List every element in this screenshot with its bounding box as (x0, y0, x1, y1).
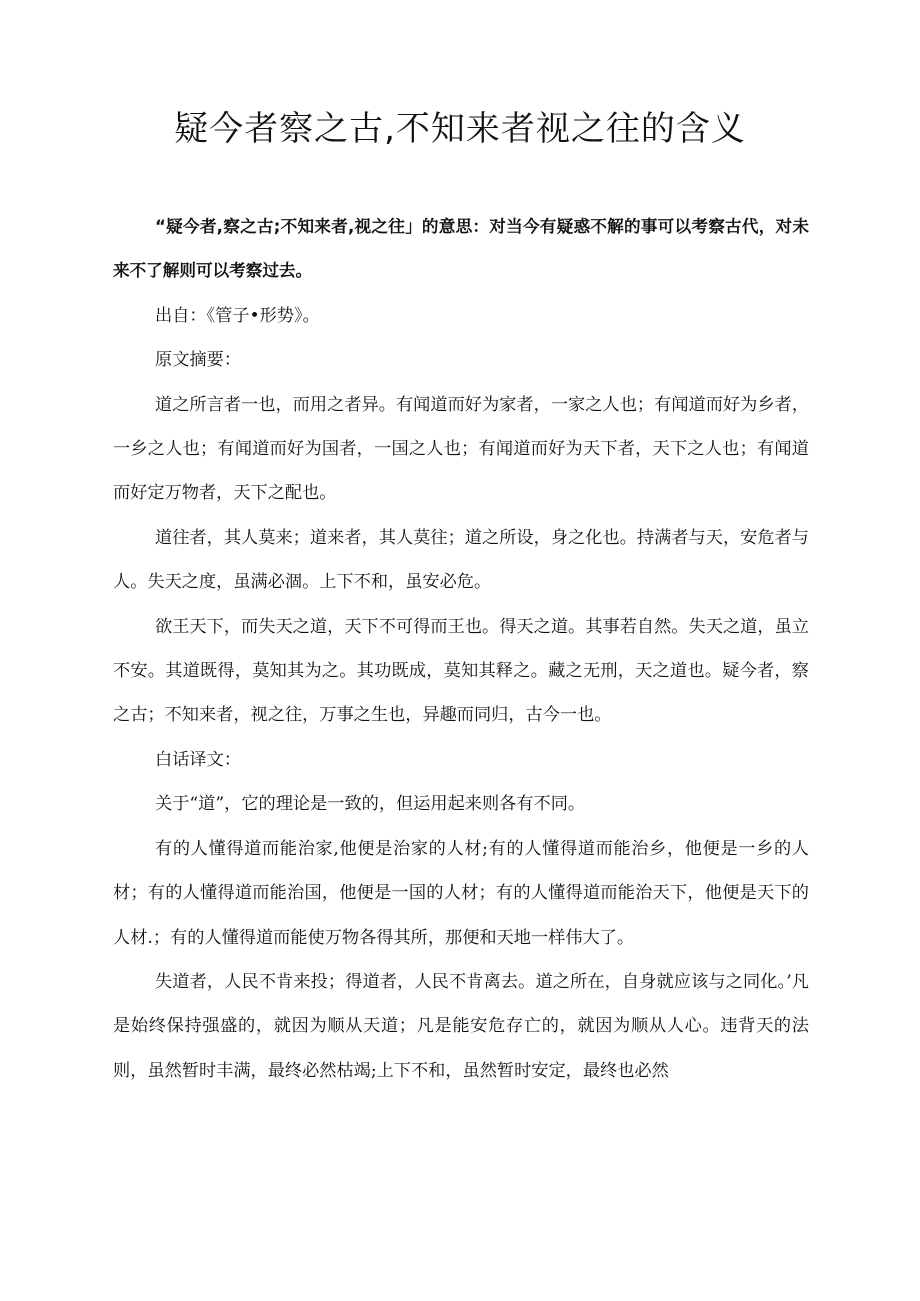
original-paragraph-2: 道往者，其人莫来；道来者，其人莫往；道之所设，身之化也。持满者与天，安危者与人。失天之度，虽满必涸。上下不和，虽安必危。 (113, 527, 809, 593)
document-title: 疑今者察之古,不知来者视之往的含义 (174, 109, 746, 149)
translation-paragraph-2: 有的人懂得道而能治家,他便是治家的人材;有的人懂得道而能治乡，他便是一乡的人材；有的人懂得道而能治国，他便是一国的人材；有的人懂得道而能治天下，他便是天下的人材.；有的人懂得道而能使万物各得其所，那便和天地一样伟大了。 (113, 838, 809, 948)
section-heading-translation: 白话译文： (155, 749, 241, 770)
source-line: 出自：《管子•形势》。 (155, 305, 320, 326)
original-paragraph-1: 道之所言者一也，而用之者异。有闻道而好为家者，一家之人也；有闻道而好为乡者，一乡之人也；有闻道而好为国者，一国之人也；有闻道而好为天下者，天下之人也；有闻道而好定万物者，天下之配也。 (113, 394, 809, 504)
section-heading-original: 原文摘要： (155, 350, 241, 371)
summary-paragraph: “疑今者,察之古;不知来者,视之往」的意思：对当今有疑惑不解的事可以考察古代，对未来不了解则可以考察过去。 (113, 217, 809, 281)
translation-paragraph-1: 关于“道”，它的理论是一致的，但运用起来则各有不同。 (155, 794, 586, 815)
document-body (113, 205, 809, 1093)
translation-paragraph-3: 失道者，人民不肯来投；得道者，人民不肯离去。道之所在，自身就应该与之同化。’凡是始终保持强盛的，就因为顺从天道；凡是能安危存亡的，就因为顺从人心。违背天的法则，虽然暂时丰满，最终必然枯竭;上下不和，虽然暂时安定，最终也必然 (113, 971, 809, 1081)
original-paragraph-3: 欲王天下，而失天之道，天下不可得而王也。得天之道。其事若自然。失天之道，虽立不安。其道既得，莫知其为之。其功既成，莫知其释之。藏之无刑，天之道也。疑今者，察之古；不知来者，视之往，万事之生也，异趣而同归，古今一也。 (113, 616, 809, 726)
